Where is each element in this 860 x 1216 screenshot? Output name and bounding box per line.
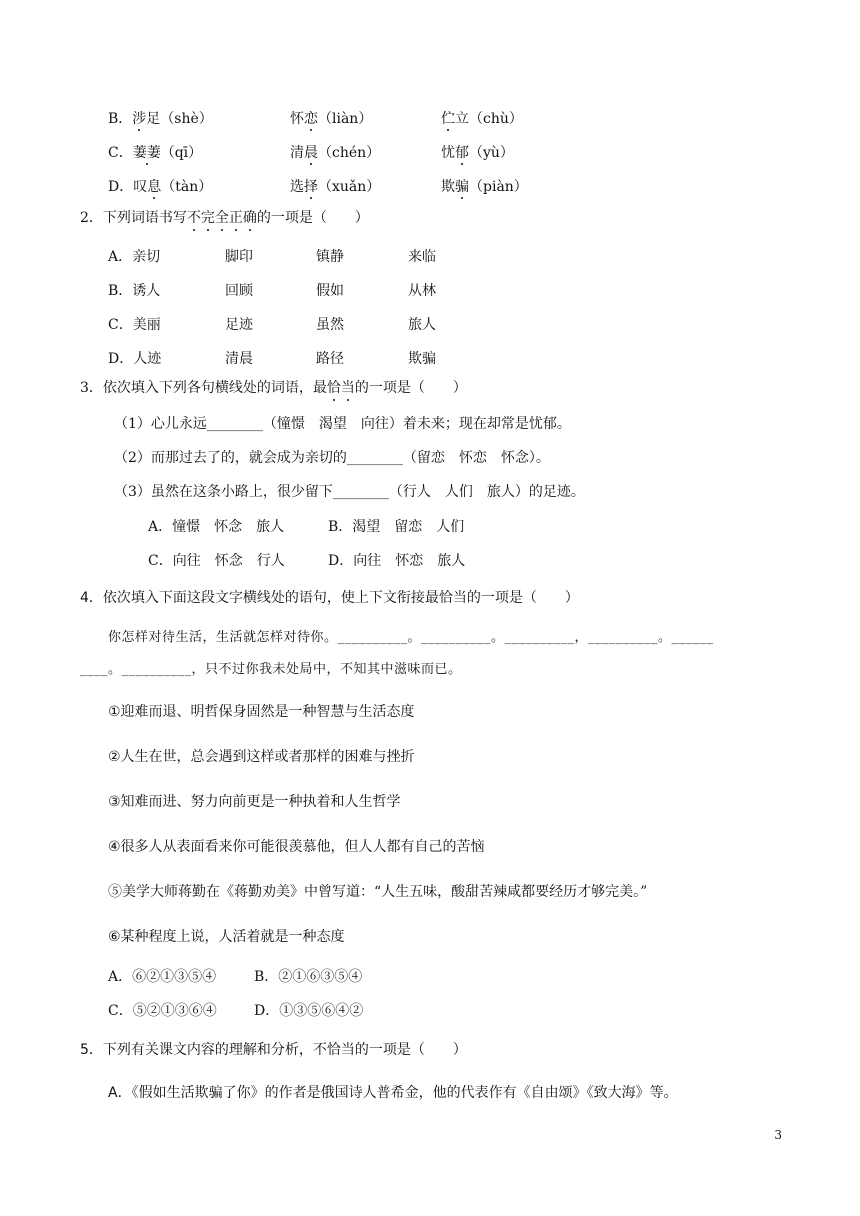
q2-option-cell: 清晨 — [225, 351, 253, 367]
q4-item-2: ②人生在世，总会遇到这样或者那样的困难与挫折 — [108, 749, 415, 765]
q2-option-cell: 回顾 — [225, 283, 253, 299]
q4-option-c: C．⑤②①③⑥④ — [108, 1003, 217, 1019]
q3-option-a: A．憧憬 怀念 旅人 — [148, 519, 285, 535]
q1-c-col1: C．萋萋（qī） — [108, 142, 202, 162]
q2-option-cell: 虽然 — [316, 317, 344, 333]
q3-stem — [80, 378, 467, 398]
q2-option-cell: C．美丽 — [108, 317, 161, 333]
q3-stem-post: 的一项是（ ） — [354, 380, 467, 396]
q2-option-cell: 从林 — [408, 283, 436, 299]
q2-stem — [80, 208, 369, 228]
q4-option-a: A．⑥②①③⑤④ — [108, 969, 217, 985]
q5-option-a: A．《假如生活欺骗了你》的作者是俄国诗人普希金，他的代表作有《自由颂》《致大海》等。 — [108, 1085, 678, 1101]
q4-passage-line-2: ____。__________，只不过你我未处局中，不知其中滋味而已。 — [80, 662, 462, 677]
q3-option-c: C．向往 怀念 行人 — [148, 553, 285, 569]
q2-stem-dotted: 不完全正确 — [186, 210, 257, 226]
q3-stem-dotted: 恰当 — [326, 380, 355, 396]
q4-item-1: ①迎难而退、明哲保身固然是一种智慧与生活态度 — [108, 704, 415, 720]
page-number: 3 — [774, 1128, 782, 1142]
q5-stem: 5．下列有关课文内容的理解和分析，不恰当的一项是（ ） — [80, 1042, 467, 1058]
q3-option-d: D．向往 怀恋 旅人 — [328, 553, 466, 569]
q3-sentence-3: （3）虽然在这条小路上，很少留下________（行人 人们 旅人）的足迹。 — [114, 484, 585, 500]
q4-passage-line-1: 你怎样对待生活，生活就怎样对待你。__________。__________。__________，__________。______ — [108, 630, 714, 645]
q2-option-cell: 足迹 — [225, 317, 253, 333]
q1-d-col3: 欺骗（piàn） — [441, 176, 528, 196]
q2-option-cell: B．诱人 — [108, 283, 161, 299]
q2-option-cell: 欺骗 — [408, 351, 436, 367]
q3-sentence-1: （1）心儿永远________（憧憬 渴望 向往）着未来；现在却常是忧郁。 — [114, 416, 571, 432]
q2-option-cell: 脚印 — [225, 249, 253, 265]
q4-item-5: ⑤美学大师蒋勤在《蒋勤劝美》中曾写道：“人生五味，酸甜苦辣咸都要经历才够完美。” — [108, 884, 648, 900]
q1-d-col1: D．叹息（tàn） — [108, 176, 212, 196]
q3-stem-pre: 3．依次填入下列各句横线处的词语，最 — [80, 380, 327, 396]
q2-option-cell: A．亲切 — [108, 249, 161, 265]
q4-item-3: ③知难而进、努力向前更是一种执着和人生哲学 — [108, 794, 401, 810]
q1-d-col2: 选择（xuǎn） — [290, 176, 380, 196]
q1-b-col2: 怀恋（liàn） — [290, 108, 372, 128]
q1-b-col1: B．涉足（shè） — [108, 108, 213, 128]
q2-option-cell: 来临 — [408, 249, 436, 265]
q4-item-6: ⑥某种程度上说，人活着就是一种态度 — [108, 929, 345, 945]
q1-c-col2: 清晨（chén） — [290, 142, 380, 162]
q4-option-d: D．①③⑤⑥④② — [254, 1003, 364, 1019]
q2-option-cell: D．人迹 — [108, 351, 162, 367]
q3-option-b: B．渴望 留恋 人们 — [328, 519, 465, 535]
q1-c-col3: 忧郁（yù） — [441, 142, 514, 162]
q3-sentence-2: （2）而那过去了的，就会成为亲切的________（留恋 怀恋 怀念）。 — [114, 450, 550, 466]
q2-option-cell: 旅人 — [408, 317, 436, 333]
q2-stem-pre: 2．下列词语书写 — [80, 210, 187, 226]
q2-option-cell: 镇静 — [316, 249, 344, 265]
q4-item-4: ④很多人从表面看来你可能很羡慕他，但人人都有自己的苦恼 — [108, 839, 485, 855]
q2-option-cell: 假如 — [316, 283, 344, 299]
q1-b-col3: 伫立（chù） — [441, 108, 523, 128]
q2-stem-post: 的一项是（ ） — [256, 210, 369, 226]
q4-stem: 4．依次填入下面这段文字横线处的语句，使上下文衔接最恰当的一项是（ ） — [80, 590, 579, 606]
q4-option-b: B．②①⑥③⑤④ — [254, 969, 363, 985]
q2-option-cell: 路径 — [316, 351, 344, 367]
